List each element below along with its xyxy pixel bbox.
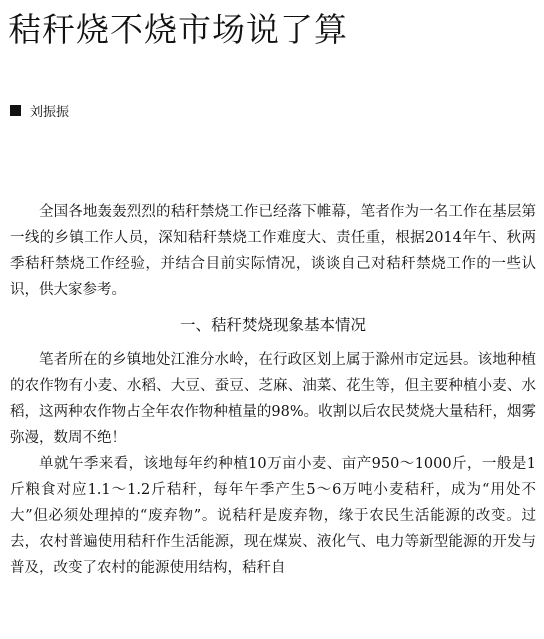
paragraph-summer-season: 单就午季来看，该地每年约种植10万亩小麦、亩产950～1000斤，一般是1斤粮食对应1.1～1.2斤秸秆，每年午季产生5～6万吨小麦秸秆，成为“用处不大”但必须处理掉的“废弃物”。说秸秆是废弃物，缘于农民生活能源的改变。过去，农村普遍使用秸秆作生活能源，现在煤炭、液化气、电力等新型能源的开发与普及，改变了农村的能源使用结构，秸秆自 [10,456,536,576]
paragraph-intro: 全国各地轰轰烈烈的秸秆禁烧工作已经落下帷幕，笔者作为一名工作在基层第一线的乡镇工作人员，深知秸秆禁烧工作难度大、责任重，根据2014年午、秋两季秸秆禁烧工作经验，并结合目前实际情况，谈谈自己对秸秆禁烧工作的一些认识，供大家参考。 [10,204,536,298]
article-body [10,199,536,581]
author-name: 刘振振 [30,104,70,120]
article-title: 秸秆烧不烧市场说了算 [8,10,348,49]
author-line [10,101,69,119]
square-bullet-icon [10,105,21,116]
section-heading: 一、秸秆焚烧现象基本情况 [179,316,366,334]
paragraph-location: 笔者所在的乡镇地处江淮分水岭，在行政区划上属于滁州市定远县。该地种植的农作物有小麦、水稻、大豆、蚕豆、芝麻、油菜、花生等，但主要种植小麦、水稻，这两种农作物占全年农作物种植量的98%。收割以后农民焚烧大量秸秆，烟雾弥漫，数周不绝！ [10,352,536,446]
